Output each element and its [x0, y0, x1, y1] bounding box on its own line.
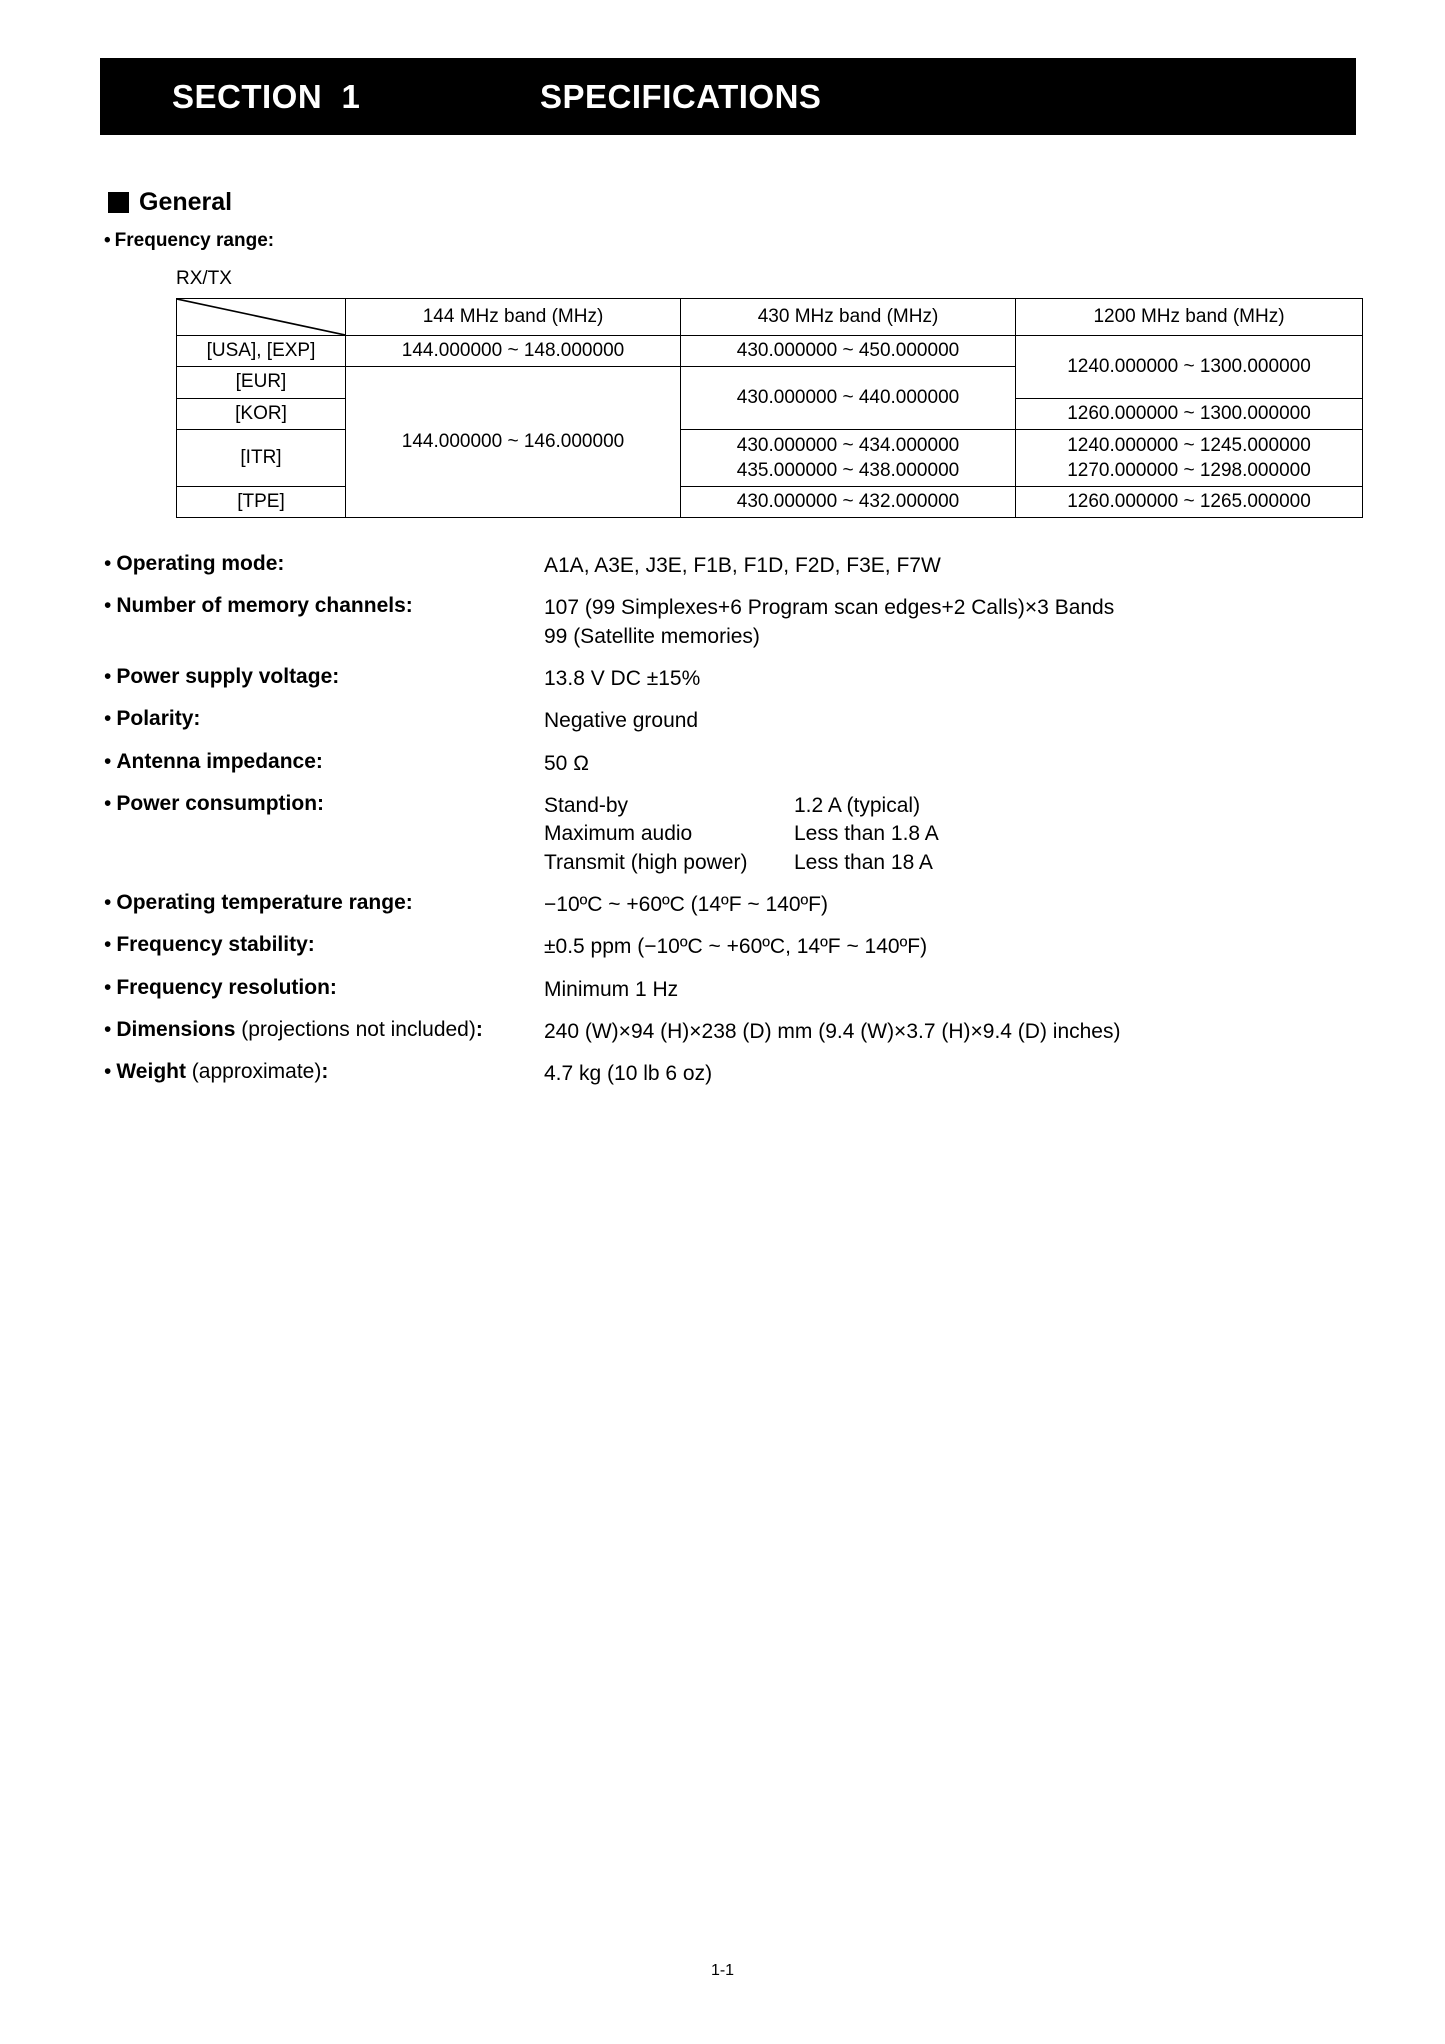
itr-430-line2: 435.000000 ~ 438.000000 [736, 460, 960, 482]
spec-term-label: Polarity: [116, 707, 201, 731]
header-144-band: 144 MHz band (MHz) [346, 299, 681, 336]
region-eur: [EUR] [177, 367, 346, 398]
bullet-icon: • [104, 707, 112, 731]
spec-term [104, 707, 544, 731]
region-itr: [ITR] [177, 429, 346, 486]
memory-channels-line1: 107 (99 Simplexes+6 Program scan edges+2 Calls)×3 Bands [544, 596, 1115, 620]
spec-term [104, 792, 544, 816]
bullet-icon: • [104, 594, 112, 618]
spec-term [104, 665, 544, 689]
frequency-range-table [176, 298, 1363, 518]
table-corner-cell [177, 299, 346, 336]
header-430-band: 430 MHz band (MHz) [681, 299, 1016, 336]
eur-kor-430: 430.000000 ~ 440.000000 [681, 367, 1016, 430]
bullet-icon: • [104, 792, 112, 816]
spec-frequency-resolution [104, 976, 1364, 1004]
weight-term-bold: Weight [116, 1060, 186, 1084]
spec-term-label: Frequency stability: [116, 933, 315, 957]
spec-term-label: Operating mode: [116, 552, 285, 575]
spec-value: 240 (W)×94 (H)×238 (D) mm (9.4 (W)×3.7 (H)×9.4 (D) inches) [544, 1020, 1121, 1044]
itr-1200-line1: 1240.000000 ~ 1245.000000 [1067, 434, 1311, 456]
general-heading-label: General [139, 188, 233, 216]
table-header-row [177, 299, 1363, 336]
header-1200-band: 1200 MHz band (MHz) [1016, 299, 1363, 336]
power-consumption-values [794, 792, 1364, 877]
spec-term [104, 750, 544, 774]
spec-term [104, 552, 544, 576]
weight-term-colon: : [321, 1060, 329, 1084]
spec-term [104, 933, 544, 957]
spec-term [104, 1060, 544, 1084]
bullet-icon: • [104, 933, 112, 957]
spec-dimensions [104, 1018, 1364, 1046]
spec-value: A1A, A3E, J3E, F1B, F1D, F2D, F3E, F7W [544, 554, 941, 577]
frequency-range-text: Frequency range: [114, 230, 275, 251]
memory-channels-line2: 99 (Satellite memories) [544, 624, 760, 648]
table-row [177, 336, 1363, 367]
spec-memory-channels [104, 594, 1364, 651]
spec-term [104, 594, 544, 618]
kor-1200: 1260.000000 ~ 1300.000000 [1016, 398, 1363, 429]
itr-430-line1: 430.000000 ~ 434.000000 [736, 434, 960, 456]
spec-value [544, 594, 1364, 651]
page-footer [0, 1962, 1445, 1980]
itr-1200 [1016, 429, 1363, 486]
region-kor: [KOR] [177, 398, 346, 429]
spec-value: 50 Ω [544, 751, 589, 775]
section-title-label: SPECIFICATIONS [540, 77, 822, 115]
itr-430 [681, 429, 1016, 486]
spec-term-label: Frequency resolution: [116, 975, 337, 999]
bullet-icon: • [104, 552, 112, 575]
spec-value: Negative ground [544, 709, 699, 733]
dimensions-term-light: (projections not included) [235, 1018, 476, 1042]
usa-eur-1200: 1240.000000 ~ 1300.000000 [1016, 336, 1363, 399]
spec-term [104, 1018, 544, 1042]
region-usa-exp: [USA], [EXP] [177, 336, 346, 367]
spec-power-supply [104, 665, 1364, 693]
tpe-1200: 1260.000000 ~ 1265.000000 [1016, 487, 1363, 518]
power-consumption-conditions [544, 792, 794, 877]
spec-value: 4.7 kg (10 lb 6 oz) [544, 1062, 713, 1086]
section-header-bar [100, 58, 1356, 135]
black-square-icon [108, 192, 129, 213]
tpe-430: 430.000000 ~ 432.000000 [681, 487, 1016, 518]
spec-frequency-stability [104, 933, 1364, 961]
section-number-label: SECTION 1 [172, 77, 361, 115]
spec-term-label: Antenna impedance: [116, 749, 323, 773]
frequency-range-label [104, 230, 274, 252]
condition-max-audio: Maximum audio [544, 822, 693, 846]
spec-term [104, 891, 544, 915]
bullet-icon: • [104, 975, 112, 999]
usa-exp-430: 430.000000 ~ 450.000000 [681, 336, 1016, 367]
usa-exp-144: 144.000000 ~ 148.000000 [346, 336, 681, 367]
spec-value: ±0.5 ppm (−10ºC ~ +60ºC, 14ºF ~ 140ºF) [544, 935, 928, 959]
condition-standby: Stand-by [544, 794, 629, 818]
dimensions-term-colon: : [475, 1018, 483, 1042]
dimensions-term-bold: Dimensions [116, 1018, 236, 1042]
spec-value: 13.8 V DC ±15% [544, 667, 701, 691]
spec-term-label: Operating temperature range: [116, 891, 413, 915]
shared-144-range: 144.000000 ~ 146.000000 [346, 367, 681, 518]
region-tpe: [TPE] [177, 487, 346, 518]
page-number: 1-1 [710, 1962, 735, 1979]
general-heading [108, 188, 232, 217]
specifications-list [104, 552, 1364, 1103]
spec-value: Minimum 1 Hz [544, 977, 679, 1001]
spec-operating-temperature [104, 891, 1364, 919]
weight-term-light: (approximate) [185, 1060, 322, 1084]
spec-antenna-impedance [104, 750, 1364, 778]
condition-transmit: Transmit (high power) [544, 850, 748, 874]
bullet-icon: • [104, 665, 112, 689]
itr-1200-line2: 1270.000000 ~ 1298.000000 [1067, 460, 1311, 482]
spec-weight [104, 1060, 1364, 1088]
rxtx-label: RX/TX [176, 268, 232, 289]
spec-term-label: Power supply voltage: [116, 665, 340, 689]
spec-value: −10ºC ~ +60ºC (14ºF ~ 140ºF) [544, 893, 828, 917]
spec-operating-mode [104, 552, 1364, 580]
bullet-icon: • [104, 891, 112, 915]
bullet-icon: • [104, 1018, 112, 1042]
value-transmit: Less than 18 A [794, 850, 933, 874]
bullet-icon: • [104, 749, 112, 773]
bullet-icon: • [104, 1060, 112, 1084]
value-standby: 1.2 A (typical) [794, 794, 921, 818]
spec-term [104, 976, 544, 1000]
bullet-icon: • [104, 230, 111, 251]
spec-term-label: Number of memory channels: [116, 594, 413, 618]
spec-term-label: Power consumption: [116, 792, 325, 816]
diagonal-line-icon [177, 299, 345, 335]
value-max-audio: Less than 1.8 A [794, 822, 939, 846]
spec-polarity [104, 707, 1364, 735]
spec-power-consumption [104, 792, 1364, 877]
